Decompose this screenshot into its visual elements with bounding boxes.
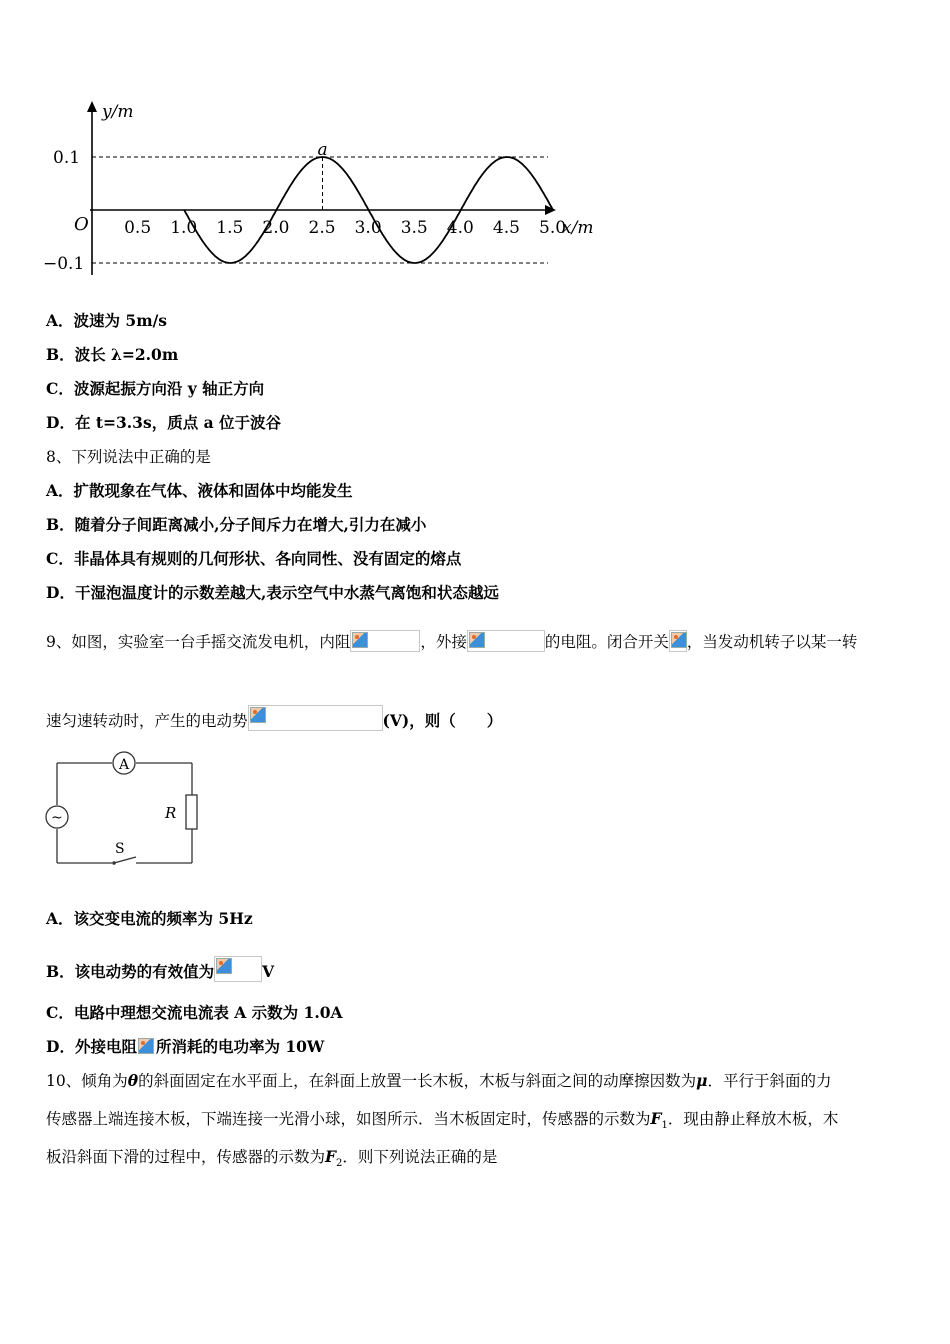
ac-source-symbol: ~ xyxy=(51,810,63,826)
q8-option-a: A．扩散现象在气体、液体和固体中均能发生 xyxy=(46,481,353,500)
q7-option-c: C．波源起振方向沿 y 轴正方向 xyxy=(46,379,265,398)
formula-image-icon xyxy=(248,705,383,731)
switch-contact xyxy=(112,861,116,865)
x-tick-label: 0.5 xyxy=(124,218,152,238)
y-tick-label: −0.1 xyxy=(43,254,85,274)
q8-stem: 8、下列说法中正确的是 xyxy=(46,448,211,466)
q7-option-a: A．波速为 5m/s xyxy=(46,311,168,330)
origin-label: O xyxy=(74,214,89,235)
q8-option-c: C．非晶体具有规则的几何形状、各向同性、没有固定的熔点 xyxy=(46,549,462,568)
q9-option-a: A．该交变电流的频率为 5Hz xyxy=(46,909,253,928)
formula-image-icon xyxy=(137,1037,156,1057)
circuit-diagram xyxy=(40,745,210,870)
q9-stem-line1: 9、如图，实验室一台手摇交流发电机，内阻 ，外接 的电阻。闭合开关 ，当发动机转子以某一转 xyxy=(46,630,857,652)
formula-image-icon xyxy=(669,630,687,652)
q7-option-d: D．在 t=3.3s，质点 a 位于波谷 xyxy=(46,413,282,432)
q9-option-c: C．电路中理想交流电流表 A 示数为 1.0A xyxy=(46,1003,343,1022)
resistor-box xyxy=(186,795,197,829)
y-axis-label: y/m xyxy=(102,102,134,122)
wave-chart xyxy=(40,95,600,285)
y-axis-arrow xyxy=(87,101,97,112)
q7-option-b: B．波长 λ=2.0m xyxy=(46,345,179,364)
formula-image-icon xyxy=(467,630,545,652)
x-tick-label: 4.5 xyxy=(492,218,520,238)
q8-option-b: B．随着分子间距离减小,分子间斥力在增大,引力在减小 xyxy=(46,515,427,534)
x-tick-label: 2.5 xyxy=(308,218,336,238)
resistor-label: R xyxy=(165,804,177,822)
point-a-label: a xyxy=(317,140,328,160)
x-axis-label: x/m xyxy=(562,218,594,238)
y-tick-label: 0.1 xyxy=(53,148,81,168)
x-tick-label: 1.5 xyxy=(216,218,244,238)
q8-option-d: D．干湿泡温度计的示数差越大,表示空气中水蒸气离饱和状态越远 xyxy=(46,583,499,602)
x-tick-label: 2.0 xyxy=(262,218,290,238)
switch-label: S xyxy=(115,841,125,857)
q10-line3: 板沿斜面下滑的过程中，传感器的示数为$F_2$．则下列说法正确的是 xyxy=(46,1147,498,1170)
q10-line2: 传感器上端连接木板，下端连接一光滑小球，如图所示．当木板固定时，传感器的示数为$F_1$．现由静止释放木板，木 xyxy=(46,1109,839,1132)
x-tick-label: 3.5 xyxy=(400,218,428,238)
q10-line1: 10、倾角为θ的斜面固定在水平面上，在斜面上放置一长木板，木板与斜面之间的动摩擦因数为μ．平行于斜面的力 xyxy=(46,1071,832,1090)
q9-option-b: B．该电动势的有效值为 V xyxy=(46,956,274,982)
ammeter-label: A xyxy=(119,757,130,773)
q9-option-d: D．外接电阻 所消耗的电功率为 10W xyxy=(46,1037,325,1056)
q9-stem-line2: 速匀速转动时，产生的电动势 (V)，则（ ） xyxy=(46,705,502,731)
formula-image-icon xyxy=(214,956,262,982)
x-tick-label: 3.0 xyxy=(354,218,382,238)
switch-lever xyxy=(114,857,136,863)
x-tick-label: 4.0 xyxy=(446,218,474,238)
x-tick-label: 1.0 xyxy=(170,218,198,238)
x-tick-label: 5.0 xyxy=(539,218,567,238)
formula-image-icon xyxy=(350,630,420,652)
